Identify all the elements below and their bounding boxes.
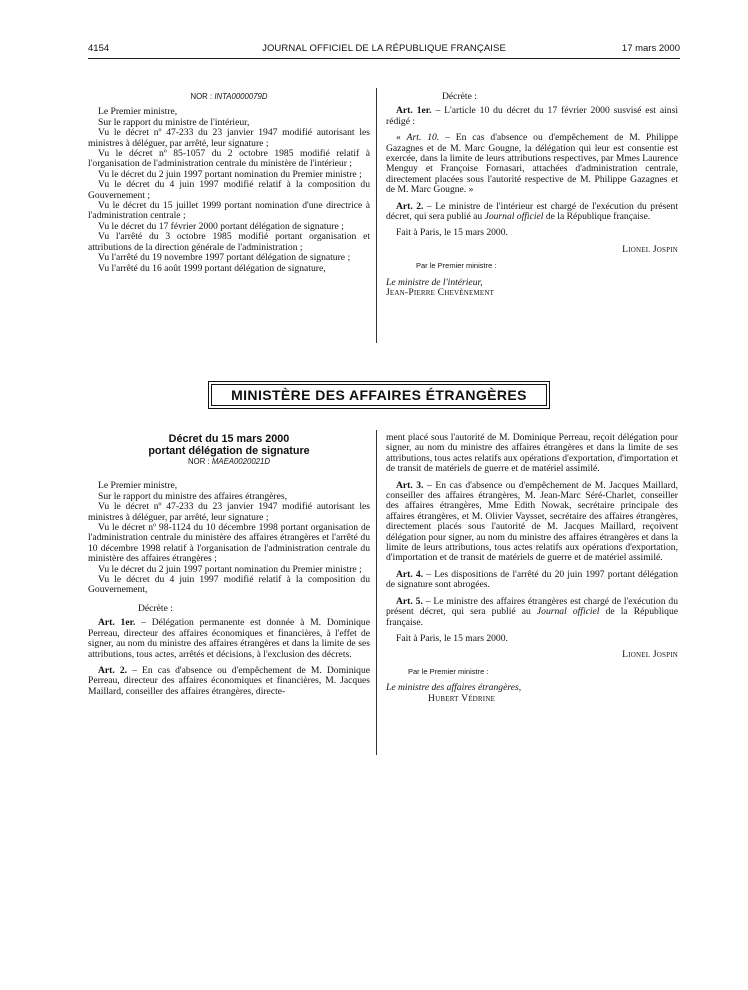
decrete-label: Décrète :	[138, 602, 173, 614]
decree2-left-column	[88, 433, 370, 697]
preamble-line: Vu le décret nº 47-233 du 23 janvier 1947 modifié autorisant les ministres à déléguer, par arrêté, leur signature ;	[88, 501, 370, 523]
ministry-heading: MINISTÈRE DES AFFAIRES ÉTRANGÈRES	[208, 381, 550, 409]
article-text: – Le ministre de l'intérieur est chargé de l'exécution du présent décret, qui sera publié au	[386, 200, 678, 223]
decrete-label: Décrète :	[442, 91, 477, 102]
nor-reference	[88, 92, 370, 102]
column-divider	[376, 88, 377, 343]
minister-title-text: Le ministre de l'intérieur,	[386, 276, 483, 288]
fait-line: Fait à Paris, le 15 mars 2000.	[396, 632, 508, 644]
article-text: – L'article 10 du décret du 17 février 2000 susvisé est ainsi rédigé :	[386, 105, 679, 127]
decree1-left-column	[88, 92, 370, 274]
preamble-line: Vu le décret du 4 juin 1997 modifié relatif à la composition du Gouvernement,	[88, 574, 370, 596]
article-3	[386, 481, 678, 564]
par-le-premier-ministre: Par le Premier ministre :	[408, 666, 489, 676]
issue-date: 17 mars 2000	[621, 43, 680, 54]
article-text: de la République française.	[543, 211, 651, 223]
decree-title-line1: Décret du 15 mars 2000	[168, 433, 290, 445]
quote-open: «	[396, 132, 407, 144]
preamble-line: Le Premier ministre,	[98, 106, 178, 118]
nor-code: INTA0000079D	[214, 92, 268, 101]
article-label: Art. 4.	[396, 568, 424, 580]
preamble-line: Sur le rapport du ministre des affaires étrangères,	[98, 490, 287, 502]
article-text: de la République française.	[386, 606, 678, 628]
article-text: – Les dispositions de l'arrêté du 20 juin 1997 portant délégation de signature sont abrogées.	[386, 568, 679, 591]
preamble-line: Vu le décret du 17 février 2000 portant délégation de signature ;	[98, 220, 344, 232]
article-1	[386, 106, 678, 127]
minister-name: Jean-Pierre Chevènement	[386, 287, 495, 299]
column-divider	[376, 430, 377, 755]
preamble-line: Vu le décret nº 98-1124 du 10 décembre 1998 portant organisation de l'administration centrale du ministère des affaires étrangères et l'arrêté du 10 décembre 1998 relatif à l'organisation de l'administration centrale du ministère des affaires étrangères ;	[88, 522, 370, 565]
article-2	[88, 666, 370, 697]
nor-reference	[88, 457, 370, 467]
article-label: Art. 1er.	[98, 617, 136, 629]
preamble-line: Vu le décret du 2 juin 1997 portant nomination du Premier ministre ;	[98, 168, 362, 180]
page-header	[88, 40, 680, 59]
nor-code: MAEA0020021D	[211, 457, 270, 466]
article-label: Art. 10.	[406, 132, 440, 144]
article-2-continued: ment placé sous l'autorité de M. Dominique Perreau, reçoit délégation pour signer, au nom du ministre des affaires étrangères et dans la limite de ses attributions, tous actes relatifs aux opérations d'exportation, d'importation et de transit de matériels de guerre et de matériel assimilé.	[386, 432, 678, 475]
nor-label: NOR :	[190, 92, 213, 101]
article-2	[386, 202, 678, 223]
journal-reference: Journal officiel	[536, 606, 600, 618]
signatory: Lionel Jospin	[622, 243, 678, 255]
article-10-quote	[386, 133, 678, 195]
preamble-line: Vu le décret du 15 juillet 1999 portant nomination d'une directrice à l'administration centrale ;	[88, 200, 370, 222]
article-text: – Délégation permanente est donnée à M. Dominique Perreau, directeur des affaires économiques et financières, à l'effet de signer, au nom du ministre des affaires étrangères et dans la limite de ses attributions, tous actes, arrêtés et décisions, à l'exclusion des décrets.	[88, 617, 370, 660]
article-1	[88, 618, 370, 660]
article-text: – En cas d'absence ou d'empêchement de M. Jacques Maillard, conseiller des affaires étrangères, M. Jean-Marc Séré-Charlet, conseiller des affaires étrangères, Mme Edith Nowak, secrétaire principale des affaires étrangères, et M. Olivier Vaysset, secrétaire des affaires étrangères, directement placés sous l'autorité de M. Jacques Maillard, reçoivent délégation pour signer, au nom du ministre des affaires étrangères et dans la limite de leurs attributions, tous actes relatifs aux opérations d'exportation, d'importation et de transit de matériels de guerre et de matériel assimilé.	[386, 479, 679, 564]
article-text: – Le ministre des affaires étrangères est chargé de l'exécution du présent décret, qui sera publié au	[386, 595, 678, 618]
minister-title	[386, 683, 678, 693]
preamble-line: Sur le rapport du ministre de l'intérieur,	[98, 116, 250, 128]
par-le-premier-ministre: Par le Premier ministre :	[416, 261, 497, 271]
journal-reference: Journal officiel	[484, 211, 544, 223]
decree-title-line2: portant délégation de signature	[148, 445, 310, 457]
article-label: Art. 2.	[396, 200, 424, 212]
page-number: 4154	[88, 43, 110, 54]
signatory: Lionel Jospin	[622, 649, 678, 661]
preamble-line: Vu le décret du 2 juin 1997 portant nomination du Premier ministre ;	[98, 563, 362, 575]
preamble-line: Vu le décret du 4 juin 1997 modifié relatif à la composition du Gouvernement ;	[88, 179, 370, 201]
decree1-right-column	[386, 92, 678, 299]
minister-title-text: Le ministre des affaires étrangères,	[386, 682, 522, 694]
preamble-line: Vu l'arrêté du 19 novembre 1997 portant délégation de signature ;	[98, 252, 351, 264]
preamble-line: Le Premier ministre,	[98, 480, 178, 492]
fait-line: Fait à Paris, le 15 mars 2000.	[396, 227, 508, 239]
preamble-line: Vu le décret nº 85-1057 du 2 octobre 1985 modifié relatif à l'organisation de l'administration centrale du ministère de l'intérieur ;	[88, 148, 370, 170]
preamble-line: Vu le décret nº 47-233 du 23 janvier 1947 modifié autorisant les ministres à déléguer, par arrêté, leur signature ;	[88, 127, 370, 149]
article-label: Art. 2.	[98, 664, 128, 676]
article-5	[386, 597, 678, 628]
preamble-line: Vu l'arrêté du 16 août 1999 portant délégation de signature,	[98, 262, 326, 274]
article-4	[386, 570, 678, 591]
article-label: Art. 1er.	[396, 105, 432, 117]
article-label: Art. 5.	[396, 595, 423, 607]
article-text: – En cas d'absence ou d'empêchement de M. Dominique Perreau, directeur des affaires économiques et financières, M. Jacques Maillard, conseiller des affaires étrangères, directe-	[88, 664, 371, 697]
article-text: – En cas d'absence ou d'empêchement de M. Philippe Gazagnes et de M. Marc Gougne, la délégation qui leur est consentie est exercée, dans la limite de leurs attributions respectives, par Mmes Laurence Menguy et Françoise Fornasari, attachées d'administration centrale, directement placées sous l'autorité respective de M. Philippe Gazagnes et de M. Marc Gougne. »	[386, 132, 678, 196]
preamble-line: Vu l'arrêté du 3 octobre 1985 modifié portant organisation et attributions de la direction générale de l'administration ;	[88, 231, 370, 253]
journal-title: JOURNAL OFFICIEL DE LA RÉPUBLIQUE FRANÇAISE	[262, 43, 506, 54]
decree2-right-column	[386, 433, 678, 704]
article-label: Art. 3.	[396, 479, 424, 491]
minister-name: Hubert Védrine	[428, 692, 496, 704]
nor-label: NOR :	[188, 457, 210, 466]
